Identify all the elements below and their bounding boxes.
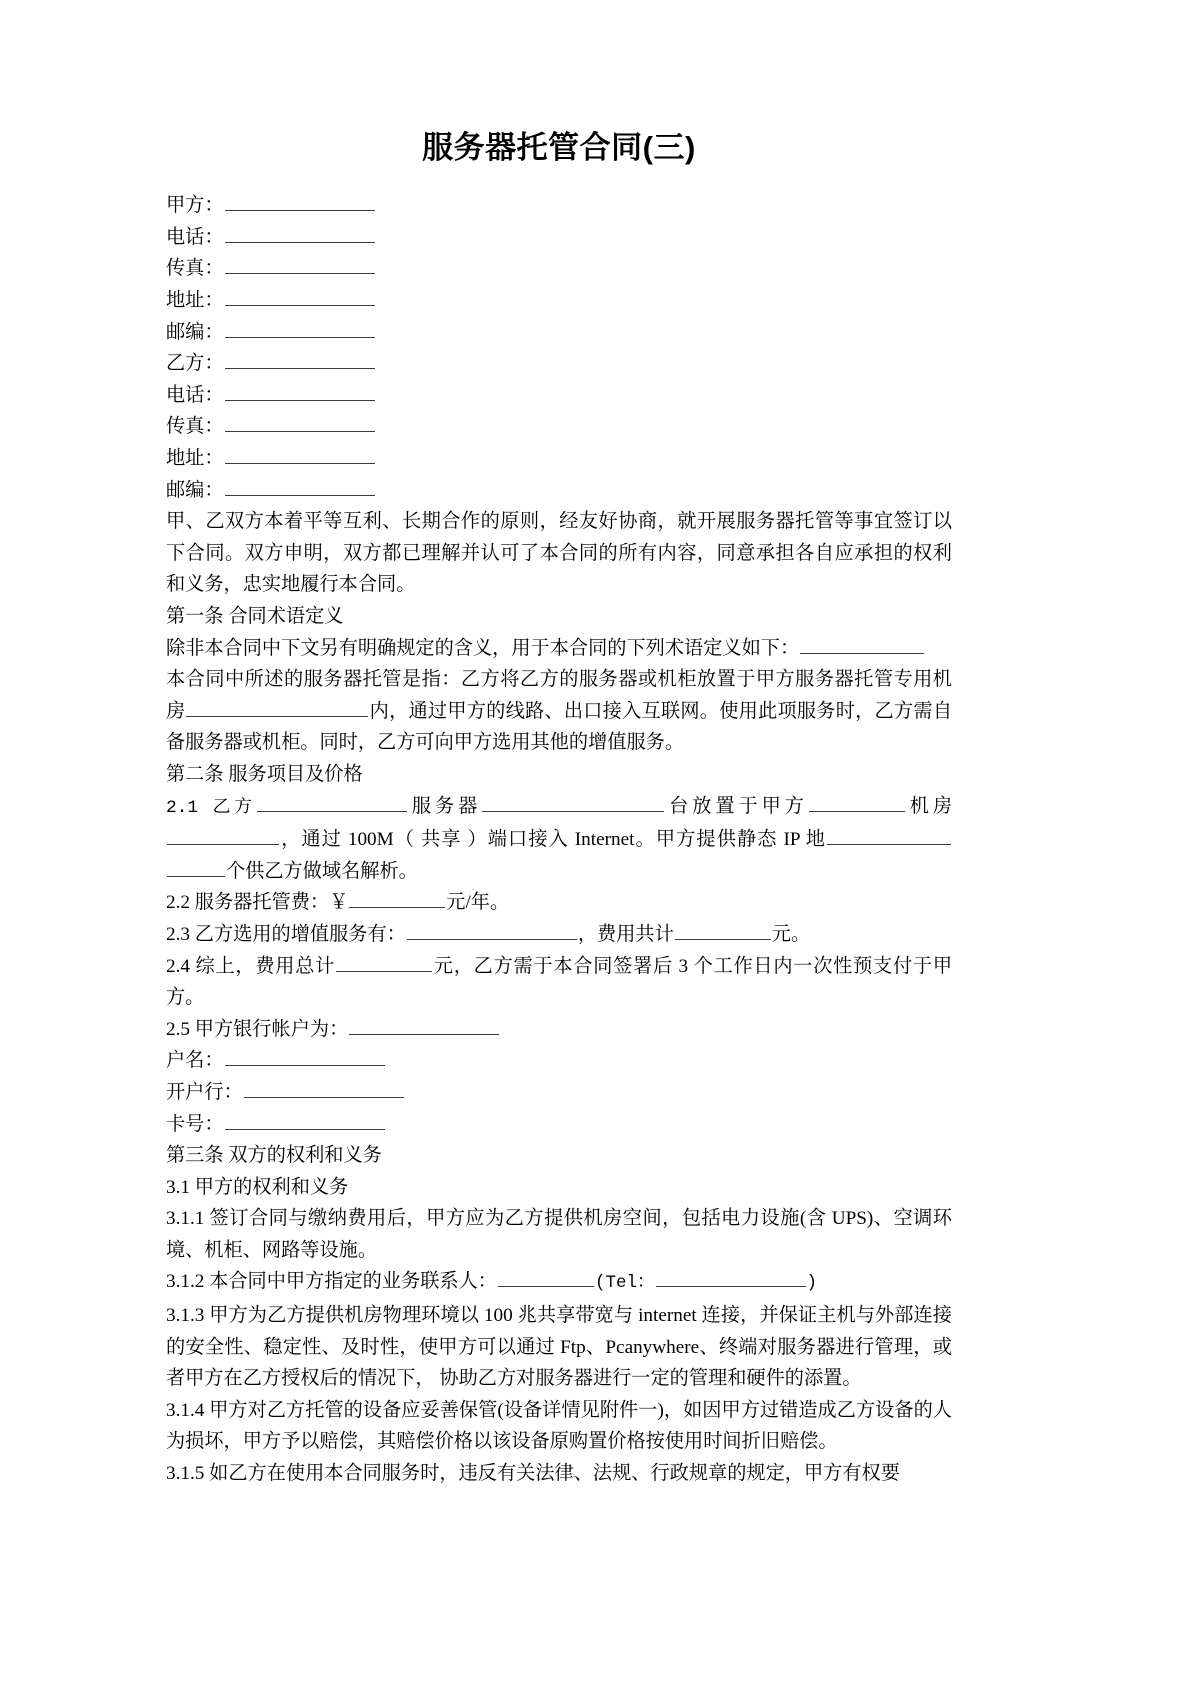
clause-2-5-paragraph xyxy=(166,1014,952,1046)
clause-2-3-text-b: ，费用共计 xyxy=(577,923,674,945)
clause-2-3-text-c: 元。 xyxy=(771,923,811,945)
clause-2-1-blank-5[interactable] xyxy=(827,826,951,845)
page-title: 服务器托管合同(三) xyxy=(422,130,696,165)
clause-3-1-1-paragraph: 3.1.1 签订合同与缴纳费用后，甲方应为乙方提供机房空间，包括电力设施(含 UPS)、空调环境、机柜、网路等设施。 xyxy=(166,1208,952,1261)
clause-2-4-text-a: 2.4 综上，费用总计 xyxy=(166,955,336,977)
field-row-party-b xyxy=(166,348,952,380)
clause-2-2-text-a: 2.2 服务器托管费：￥ xyxy=(166,892,349,914)
clause-2-5-blank[interactable] xyxy=(349,1016,499,1035)
field-blank-phone-a[interactable] xyxy=(225,224,375,243)
field-label: 传真： xyxy=(166,416,224,438)
clause-2-1-blank-4[interactable] xyxy=(167,826,279,845)
clause-2-1-blank-3[interactable] xyxy=(809,792,905,811)
field-label: 卡号： xyxy=(166,1113,224,1135)
clause-2-1-text-f: 个供乙方做域名解析。 xyxy=(226,860,418,882)
field-label: 电话： xyxy=(166,226,224,248)
clause-3-1-3-paragraph: 3.1.3 甲方为乙方提供机房物理环境以 100 兆共享带宽与 internet 连接，并保证主机与外部连接的安全性、稳定性、及时性，使甲方可以通过 Ftp、Pcanywhere、终端对服务器进行管理，或者甲方在乙方授权后的情况下， 协助乙方对服务器进行一定的管理和硬件的添置。 xyxy=(166,1305,952,1390)
field-row-fax-a xyxy=(166,253,952,285)
clause-2-1-text-e: ，通过 100M（ 共享 ）端口接入 Internet。甲方提供静态 IP 地 xyxy=(280,829,826,851)
clause-2-3-text-a: 2.3 乙方选用的增值服务有： xyxy=(166,923,406,945)
clause-1-p2-text-b: 内，通过甲方的线路、出口接入互联网。使用此项服务时，乙方需自备服务器或机柜。同时，乙方可向甲方选用其他的增值服务。 xyxy=(166,700,953,754)
field-blank-card-number[interactable] xyxy=(225,1110,385,1129)
clause-1-p1-text: 除非本合同中下文另有明确规定的含义，用于本合同的下列术语定义如下： xyxy=(166,637,800,659)
field-row-account-name xyxy=(166,1045,952,1077)
field-row-address-b xyxy=(166,443,952,475)
field-blank-account-name[interactable] xyxy=(225,1047,385,1066)
field-row-fax-b xyxy=(166,411,952,443)
clause-2-4-text-b: 元，乙方需于本合同签署后 3 个工作日内一次性预支付于甲方。 xyxy=(166,955,953,1009)
clause-2-1-blank-6[interactable] xyxy=(167,858,225,877)
field-row-bank-branch xyxy=(166,1077,952,1109)
field-row-card-number xyxy=(166,1109,952,1141)
clause-2-heading: 第二条 服务项目及价格 xyxy=(166,763,363,785)
field-label: 邮编： xyxy=(166,479,224,501)
field-blank-zip-a[interactable] xyxy=(225,318,375,337)
field-row-zip-a xyxy=(166,317,952,349)
field-label: 乙方： xyxy=(166,353,224,375)
clause-2-1-blank-1[interactable] xyxy=(257,792,407,811)
clause-1-p2-blank[interactable] xyxy=(186,698,368,717)
field-label: 电话： xyxy=(166,384,224,406)
field-label: 开户行： xyxy=(166,1081,243,1103)
clause-3-1-4-paragraph: 3.1.4 甲方对乙方托管的设备应妥善保管(设备详情见附件一)，如因甲方过错造成乙方设备的人为损坏，甲方予以赔偿，其赔偿价格以该设备原购置价格按使用时间折旧赔偿。 xyxy=(166,1399,952,1453)
field-blank-party-b[interactable] xyxy=(225,350,375,369)
field-row-party-a xyxy=(166,190,952,222)
field-label: 地址： xyxy=(166,448,224,470)
clause-2-5-text-a: 2.5 甲方银行帐户为： xyxy=(166,1018,349,1040)
clause-2-1-label: 2.1 乙方 xyxy=(166,797,256,818)
clause-1-p1-blank[interactable] xyxy=(800,634,924,653)
field-blank-address-a[interactable] xyxy=(225,287,375,306)
preamble-paragraph: 甲、乙双方本着平等互利、长期合作的原则，经友好协商，就开展服务器托管等事宜签订以下合同。双方申明，双方都已理解并认可了本合同的所有内容，同意承担各自应承担的权利和义务，忠实地履行本合同。 xyxy=(166,511,952,596)
clause-3-1-5-paragraph: 3.1.5 如乙方在使用本合同服务时，违反有关法律、法规、行政规章的规定，甲方有权要 xyxy=(166,1463,900,1485)
clause-2-1-blank-2[interactable] xyxy=(482,792,664,811)
clause-2-1-text-b: 服务器 xyxy=(408,795,482,817)
clause-2-4-paragraph xyxy=(166,951,952,1014)
clause-2-4-blank[interactable] xyxy=(336,952,432,971)
document-body xyxy=(166,128,952,1490)
field-blank-fax-a[interactable] xyxy=(225,255,375,274)
field-label: 邮编： xyxy=(166,321,224,343)
clause-3-1-2-paragraph xyxy=(166,1266,952,1300)
clause-2-2-blank[interactable] xyxy=(349,889,445,908)
clause-2-3-blank-2[interactable] xyxy=(675,921,771,940)
clause-3-1-2-text-c: ) xyxy=(806,1273,818,1294)
field-label: 地址： xyxy=(166,290,224,312)
field-row-address-a xyxy=(166,285,952,317)
clause-2-1-text-d: 机房 xyxy=(905,795,953,817)
clause-2-3-paragraph xyxy=(166,919,952,951)
field-row-phone-b xyxy=(166,380,952,412)
clause-2-3-blank-1[interactable] xyxy=(407,921,577,940)
field-blank-phone-b[interactable] xyxy=(225,382,375,401)
clause-1-paragraph-2 xyxy=(166,664,952,759)
field-row-zip-b xyxy=(166,475,952,507)
clause-3-1-2-blank-contact[interactable] xyxy=(498,1268,594,1287)
clause-3-1-heading: 3.1 甲方的权利和义务 xyxy=(166,1176,349,1198)
bank-fields-block xyxy=(166,1045,952,1140)
clause-3-1-2-text-a: 3.1.2 本合同中甲方指定的业务联系人： xyxy=(166,1271,497,1293)
field-blank-party-a[interactable] xyxy=(225,192,375,211)
clause-3-1-2-text-b: (Tel： xyxy=(594,1273,655,1294)
field-blank-address-b[interactable] xyxy=(225,445,375,464)
clause-3-1-2-blank-tel[interactable] xyxy=(656,1268,806,1287)
field-label: 甲方： xyxy=(166,195,224,217)
field-blank-bank-branch[interactable] xyxy=(244,1079,404,1098)
clause-1-paragraph-1 xyxy=(166,633,952,665)
clause-2-1-text-c: 台放置于甲方 xyxy=(665,795,808,817)
clause-2-2-paragraph xyxy=(166,887,952,919)
field-blank-zip-b[interactable] xyxy=(225,476,375,495)
field-label: 户名： xyxy=(166,1050,224,1072)
clause-2-2-text-b: 元/年。 xyxy=(446,892,510,914)
field-label: 传真： xyxy=(166,258,224,280)
clause-2-1-paragraph xyxy=(166,791,952,888)
party-fields-block xyxy=(166,190,952,506)
field-blank-fax-b[interactable] xyxy=(225,413,375,432)
clause-1-heading: 第一条 合同术语定义 xyxy=(166,606,344,628)
clause-3-heading: 第三条 双方的权利和义务 xyxy=(166,1145,382,1167)
clause-1-p2-text-a: 本合同中所述的服务器托管是指：乙方将乙方的服务器或机柜放置于甲方服务器托管专用机房 xyxy=(166,669,952,722)
field-row-phone-a xyxy=(166,222,952,254)
